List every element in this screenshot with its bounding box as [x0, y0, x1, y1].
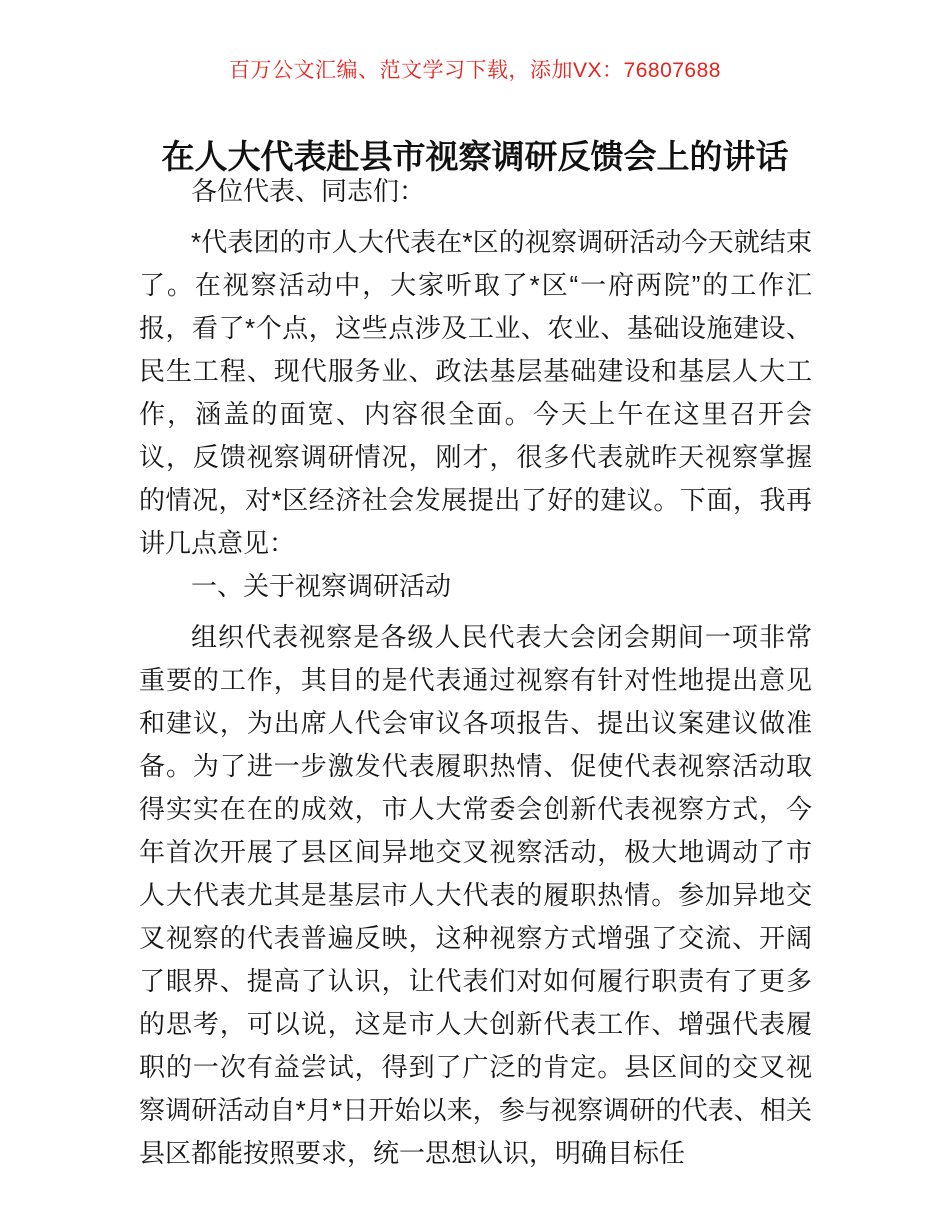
document-body [139, 170, 812, 1175]
paragraph: 组织代表视察是各级人民代表大会闭会期间一项非常重要的工作，其目的是代表通过视察有针对性地提出意见和建议，为出席人代会审议各项报告、提出议案建议做准备。为了进一步激发代表履职热情、促使代表视察活动取得实实在在的成效，市人大常委会创新代表视察方式，今年首次开展了县区间异地交叉视察活动，极大地调动了市人大代表尤其是基层市人大代表的履职热情。参加异地交叉视察的代表普遍反映，这种视察方式增强了交流、开阔了眼界、提高了认识，让代表们对如何履行职责有了更多的思考，可以说，这是市人大创新代表工作、增强代表履职的一次有益尝试，得到了广泛的肯定。县区间的交叉视察调研活动自*月*日开始以来，参与视察调研的代表、相关县区都能按照要求，统一思想认识，明确目标任 [139, 622, 812, 1168]
paragraph: *代表团的市人大代表在*区的视察调研活动今天就结束了。在视察活动中，大家听取了*区“一府两院”的工作汇报，看了*个点，这些点涉及工业、农业、基础设施建设、民生工程、现代服务业、政法基层基础建设和基层人大工作，涵盖的面宽、内容很全面。今天上午在这里召开会议，反馈视察调研情况，刚才，很多代表就昨天视察掌握的情况，对*区经济社会发展提出了好的建议。下面，我再讲几点意见： [139, 227, 812, 558]
salutation-line: 各位代表、同志们： [191, 176, 426, 206]
document-title: 在人大代表赴县市视察调研反馈会上的讲话 [161, 138, 789, 176]
section-heading: 一、关于视察调研活动 [191, 571, 452, 601]
promo-banner: 百万公文汇编、范文学习下载，添加VX：76807688 [229, 59, 721, 82]
